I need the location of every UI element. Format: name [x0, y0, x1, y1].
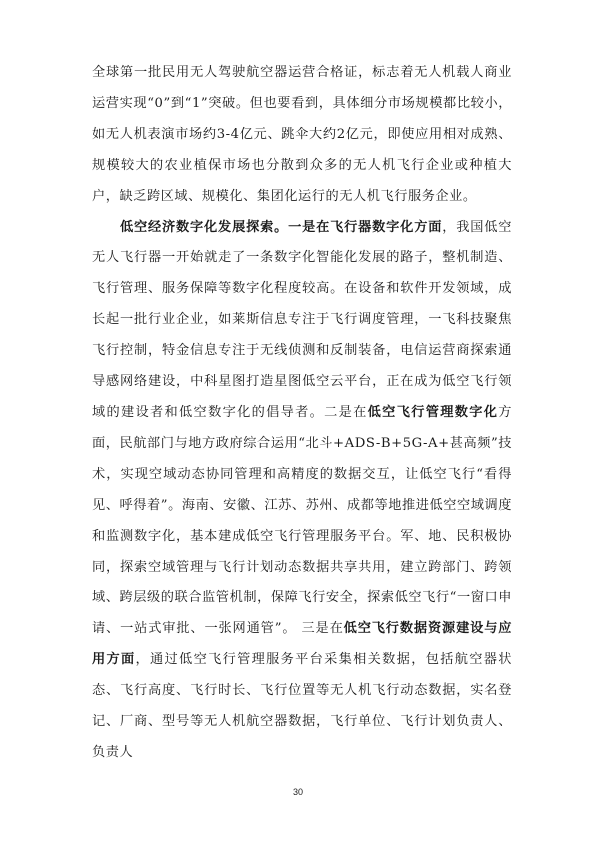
- lead-aircraft-digitalization: 一是在飞行器数字化方面: [288, 219, 443, 235]
- paragraph-2-text-3: ，通过低空飞行管理服务平台采集相关数据，包括航空器状态、飞行高度、飞行时长、飞行位置等无人机飞行动态数据，实名登记、厂商、型号等无人机航空器数据，飞行单位、飞行计划负责人、负责人: [92, 652, 512, 760]
- body-text: [92, 58, 512, 769]
- paragraph-2-text-1: ，我国低空无人飞行器一开始就走了一条数字化智能化发展的路子，整机制造、飞行管理、服务保障等数字化程度较高。在设备和软件开发领域，成长起一批行业企业，如莱斯信息专注于飞行调度管理，一飞科技聚焦飞行控制，特金信息专注于无线侦测和反制装备，电信运营商探索通导感网络建设，中科星图打造星图低空云平台，正在成为低空飞行领域的建设者和低空数字化的倡导者。二是在: [92, 219, 512, 420]
- lead-flight-management-digitalization: 低空飞行管理数字化: [367, 404, 499, 420]
- paragraph-1: [92, 58, 512, 213]
- lead-flight-data-resources: 低空飞行数据资源建设与应用方面: [92, 621, 512, 668]
- page-number: 30: [292, 787, 303, 797]
- paragraph-2-text-2: 方面，民航部门与地方政府综合运用“北斗+ADS-B+5G-A+甚高频”技术，实现空域动态协同管理和高精度的数据交互，让低空飞行“看得见、呼得着”。海南、安徽、江苏、苏州、成都等地推进低空空域调度和监测数字化，基本建成低空飞行管理服务平台。军、地、民积极协同，探索空域管理与飞行计划动态数据共享共用，建立跨部门、跨领域、跨层级的联合监管机制，保障飞行安全，探索低空飞行“一窗口申请、一站式审批、一张网通管”。 三是在: [92, 404, 512, 637]
- paragraph-2: [92, 213, 512, 769]
- paragraph-1-text: 全球第一批民用无人驾驶航空器运营合格证，标志着无人机载人商业运营实现“0”到“1”突破。但也要看到，具体细分市场规模都比较小，如无人机表演市场约3-4亿元、跳伞大约2亿元，即使应用相对成熟、规模较大的农业植保市场也分散到众多的无人机飞行企业或种植大户，缺乏跨区域、规模化、集团化运行的无人机飞行服务企业。: [92, 65, 512, 204]
- section-heading: 低空经济数字化发展探索。: [120, 219, 289, 235]
